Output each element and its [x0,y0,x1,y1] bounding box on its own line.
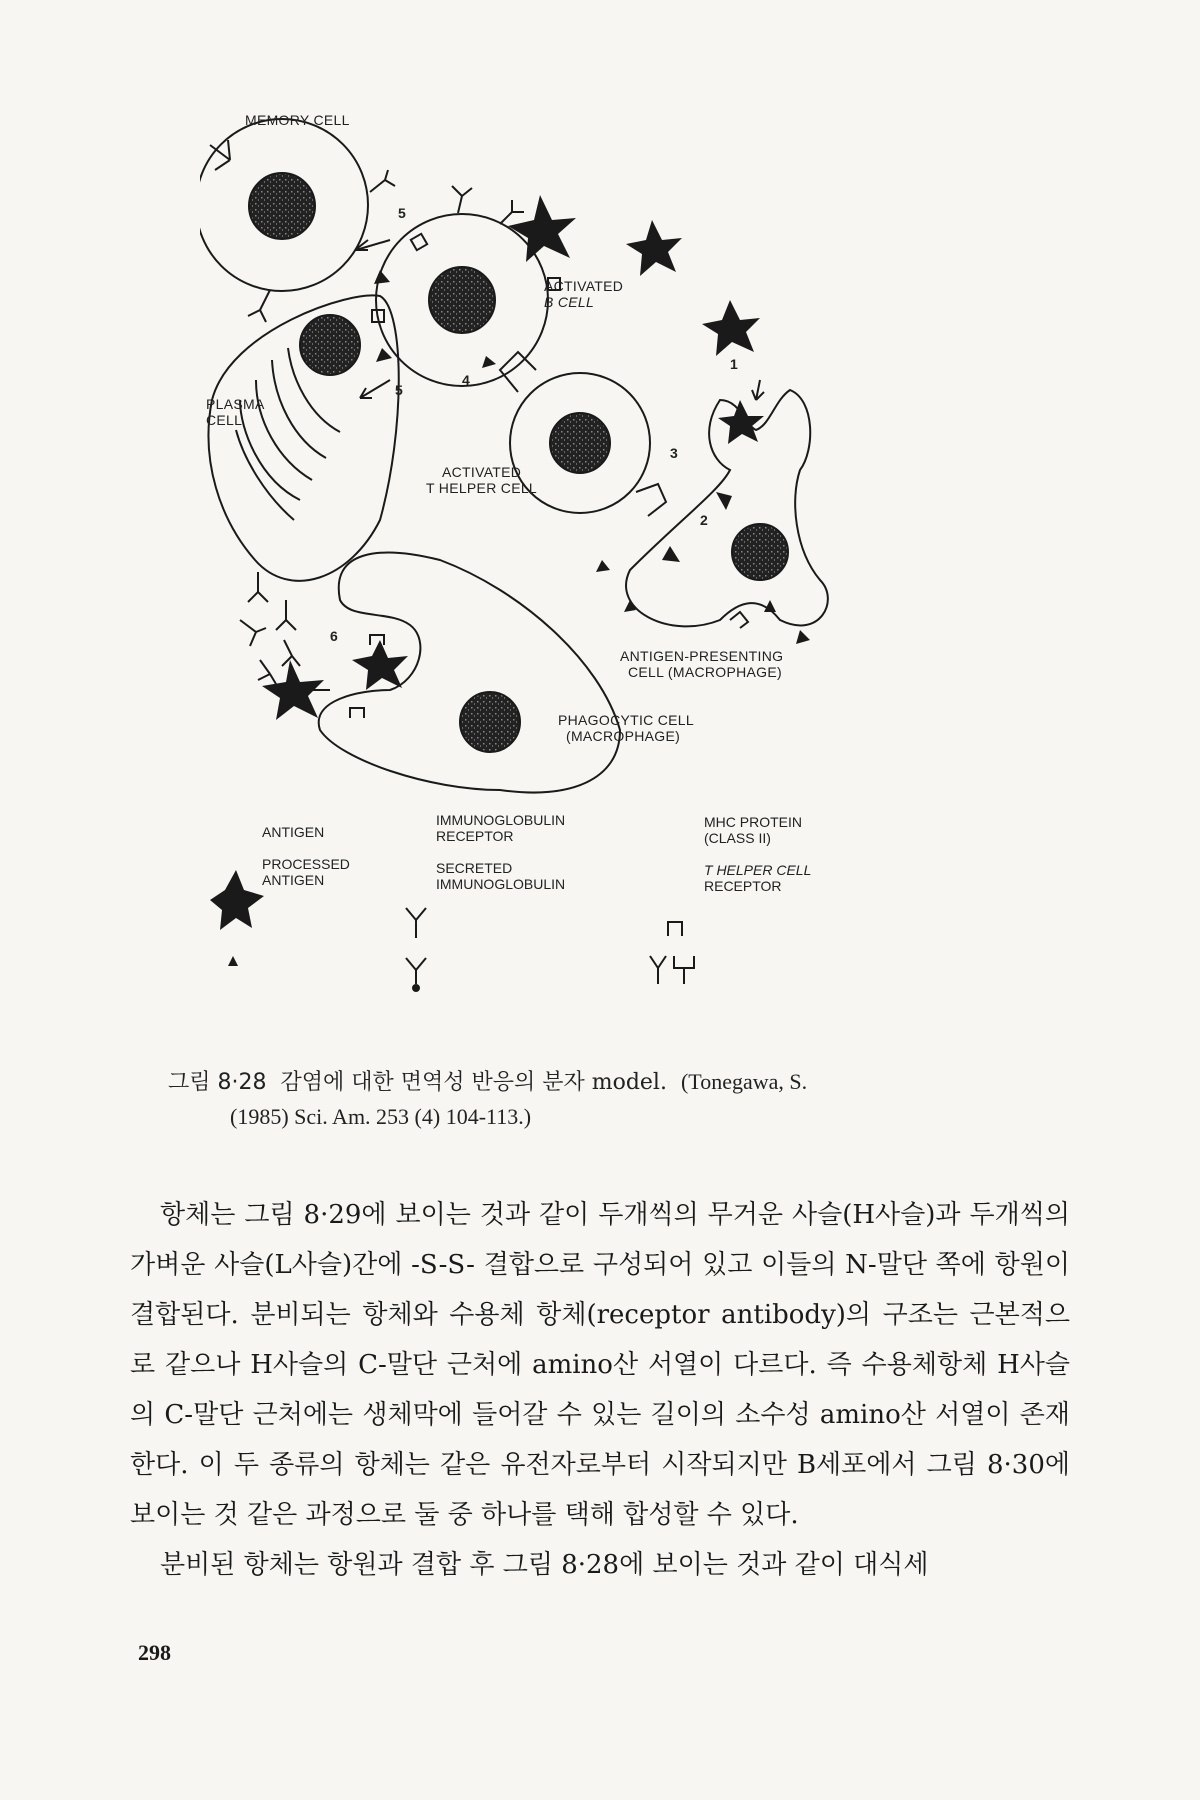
legend-processed-antigen [228,956,238,966]
t-helper-label-line1: ACTIVATED [442,464,522,480]
t-helper-nucleus [550,413,610,473]
plasma-cell-label-line2: CELL [206,412,243,428]
page-number: 298 [138,1640,171,1665]
paragraph: 분비된 항체는 항원과 결합 후 그림 8·28에 보이는 것과 같이 대식세 [160,1550,929,1580]
t-helper-label-line2: T HELPER CELL [426,480,538,496]
antigen-star [718,400,764,444]
caption-source: (Tonegawa, S. [680,1069,808,1094]
step-number: 3 [670,445,678,461]
immune-response-figure [200,100,1040,1040]
legend-antigen-label: ANTIGEN [262,824,325,840]
legend-t-receptor-line1: T HELPER CELL [704,862,812,878]
apc-nucleus [732,524,788,580]
legend-mhc-line2: (CLASS II) [704,830,771,846]
apc-label-line1: ANTIGEN-PRESENTING [620,648,784,664]
phagocytic-cell [319,553,620,793]
legend-processed-label-line2: ANTIGEN [262,872,325,888]
step-number: 2 [700,512,708,528]
memory-cell-label: MEMORY CELL [245,112,350,128]
activated-b-cell-label-line1: ACTIVATED [544,278,624,294]
step-number: 5 [395,382,403,398]
legend-mhc [668,922,682,936]
legend-secreted-ig-line2: IMMUNOGLOBULIN [436,876,566,892]
figure-caption [168,1065,1068,1134]
phagocytic-nucleus [460,692,520,752]
caption-title: 감염에 대한 면역성 반응의 분자 model. [280,1070,667,1095]
paragraph: 항체는 그림 8·29에 보이는 것과 같이 두개씩의 무거운 사슬(H사슬)과 두개씩의 가벼운 사슬(L사슬)간에 -S-S- 결합으로 구성되어 있고 이들의 N-말단 쪽에 항원이 결합된다. 분비되는 항체와 수용체 항체(receptor antibody)의 구조는 근본적으로 같으나 H사슬의 C-말단 근처에 amino산 서열이 다르다. 즉 수용체항체 H사슬의 C-말단 근처에는 생체막에 들어갈 수 있는 길이의 소수성 amino산 서열이 존재한다. 이 두 종류의 항체는 같은 유전자로부터 시작되지만 B세포에서 그림 8·30에 보이는 것 같은 과정으로 둘 중 하나를 택해 합성할 수 있다. [130,1200,1070,1530]
plasma-cell-label-line1: PLASMA [206,396,265,412]
step-number: 6 [330,628,338,644]
caption-citation: (1985) Sci. Am. 253 (4) 104-113.) [230,1104,532,1129]
legend-ig-receptor-line2: RECEPTOR [436,828,514,844]
antigen-star [626,220,682,276]
step-number: 5 [398,205,406,221]
step-number: 4 [462,372,470,388]
phagocytic-label-line2: (MACROPHAGE) [566,728,681,744]
legend-processed-label-line1: PROCESSED [262,856,350,872]
b-cell-nucleus [429,267,495,333]
legend-t-receptor [650,956,694,984]
activated-b-cell-label-line2: B CELL [544,294,595,310]
processed-antigen [374,270,390,284]
memory-cell-nucleus [249,173,315,239]
legend-antigen-star [210,870,264,930]
antigen-star [352,640,408,690]
legend-secreted-ig-line1: SECRETED [436,860,513,876]
apc-label-line2: CELL (MACROPHAGE) [628,664,782,680]
antigen-presenting-cell [626,390,828,626]
body-text [130,1190,1070,1590]
antigen-star [702,300,760,356]
legend-t-receptor-line2: RECEPTOR [704,878,782,894]
antigen-star [508,195,576,262]
legend-ig-receptor [406,908,426,938]
step-number: 1 [730,356,738,372]
phagocytic-label-line1: PHAGOCYTIC CELL [558,712,694,728]
legend-secreted-ig [406,958,426,984]
legend-ig-receptor-line1: IMMUNOGLOBULIN [436,812,566,828]
figure-drawing [200,100,1040,1040]
legend-mhc-line1: MHC PROTEIN [704,814,802,830]
plasma-cell-nucleus [300,315,360,375]
figure-number: 그림 8·28 [168,1070,267,1095]
